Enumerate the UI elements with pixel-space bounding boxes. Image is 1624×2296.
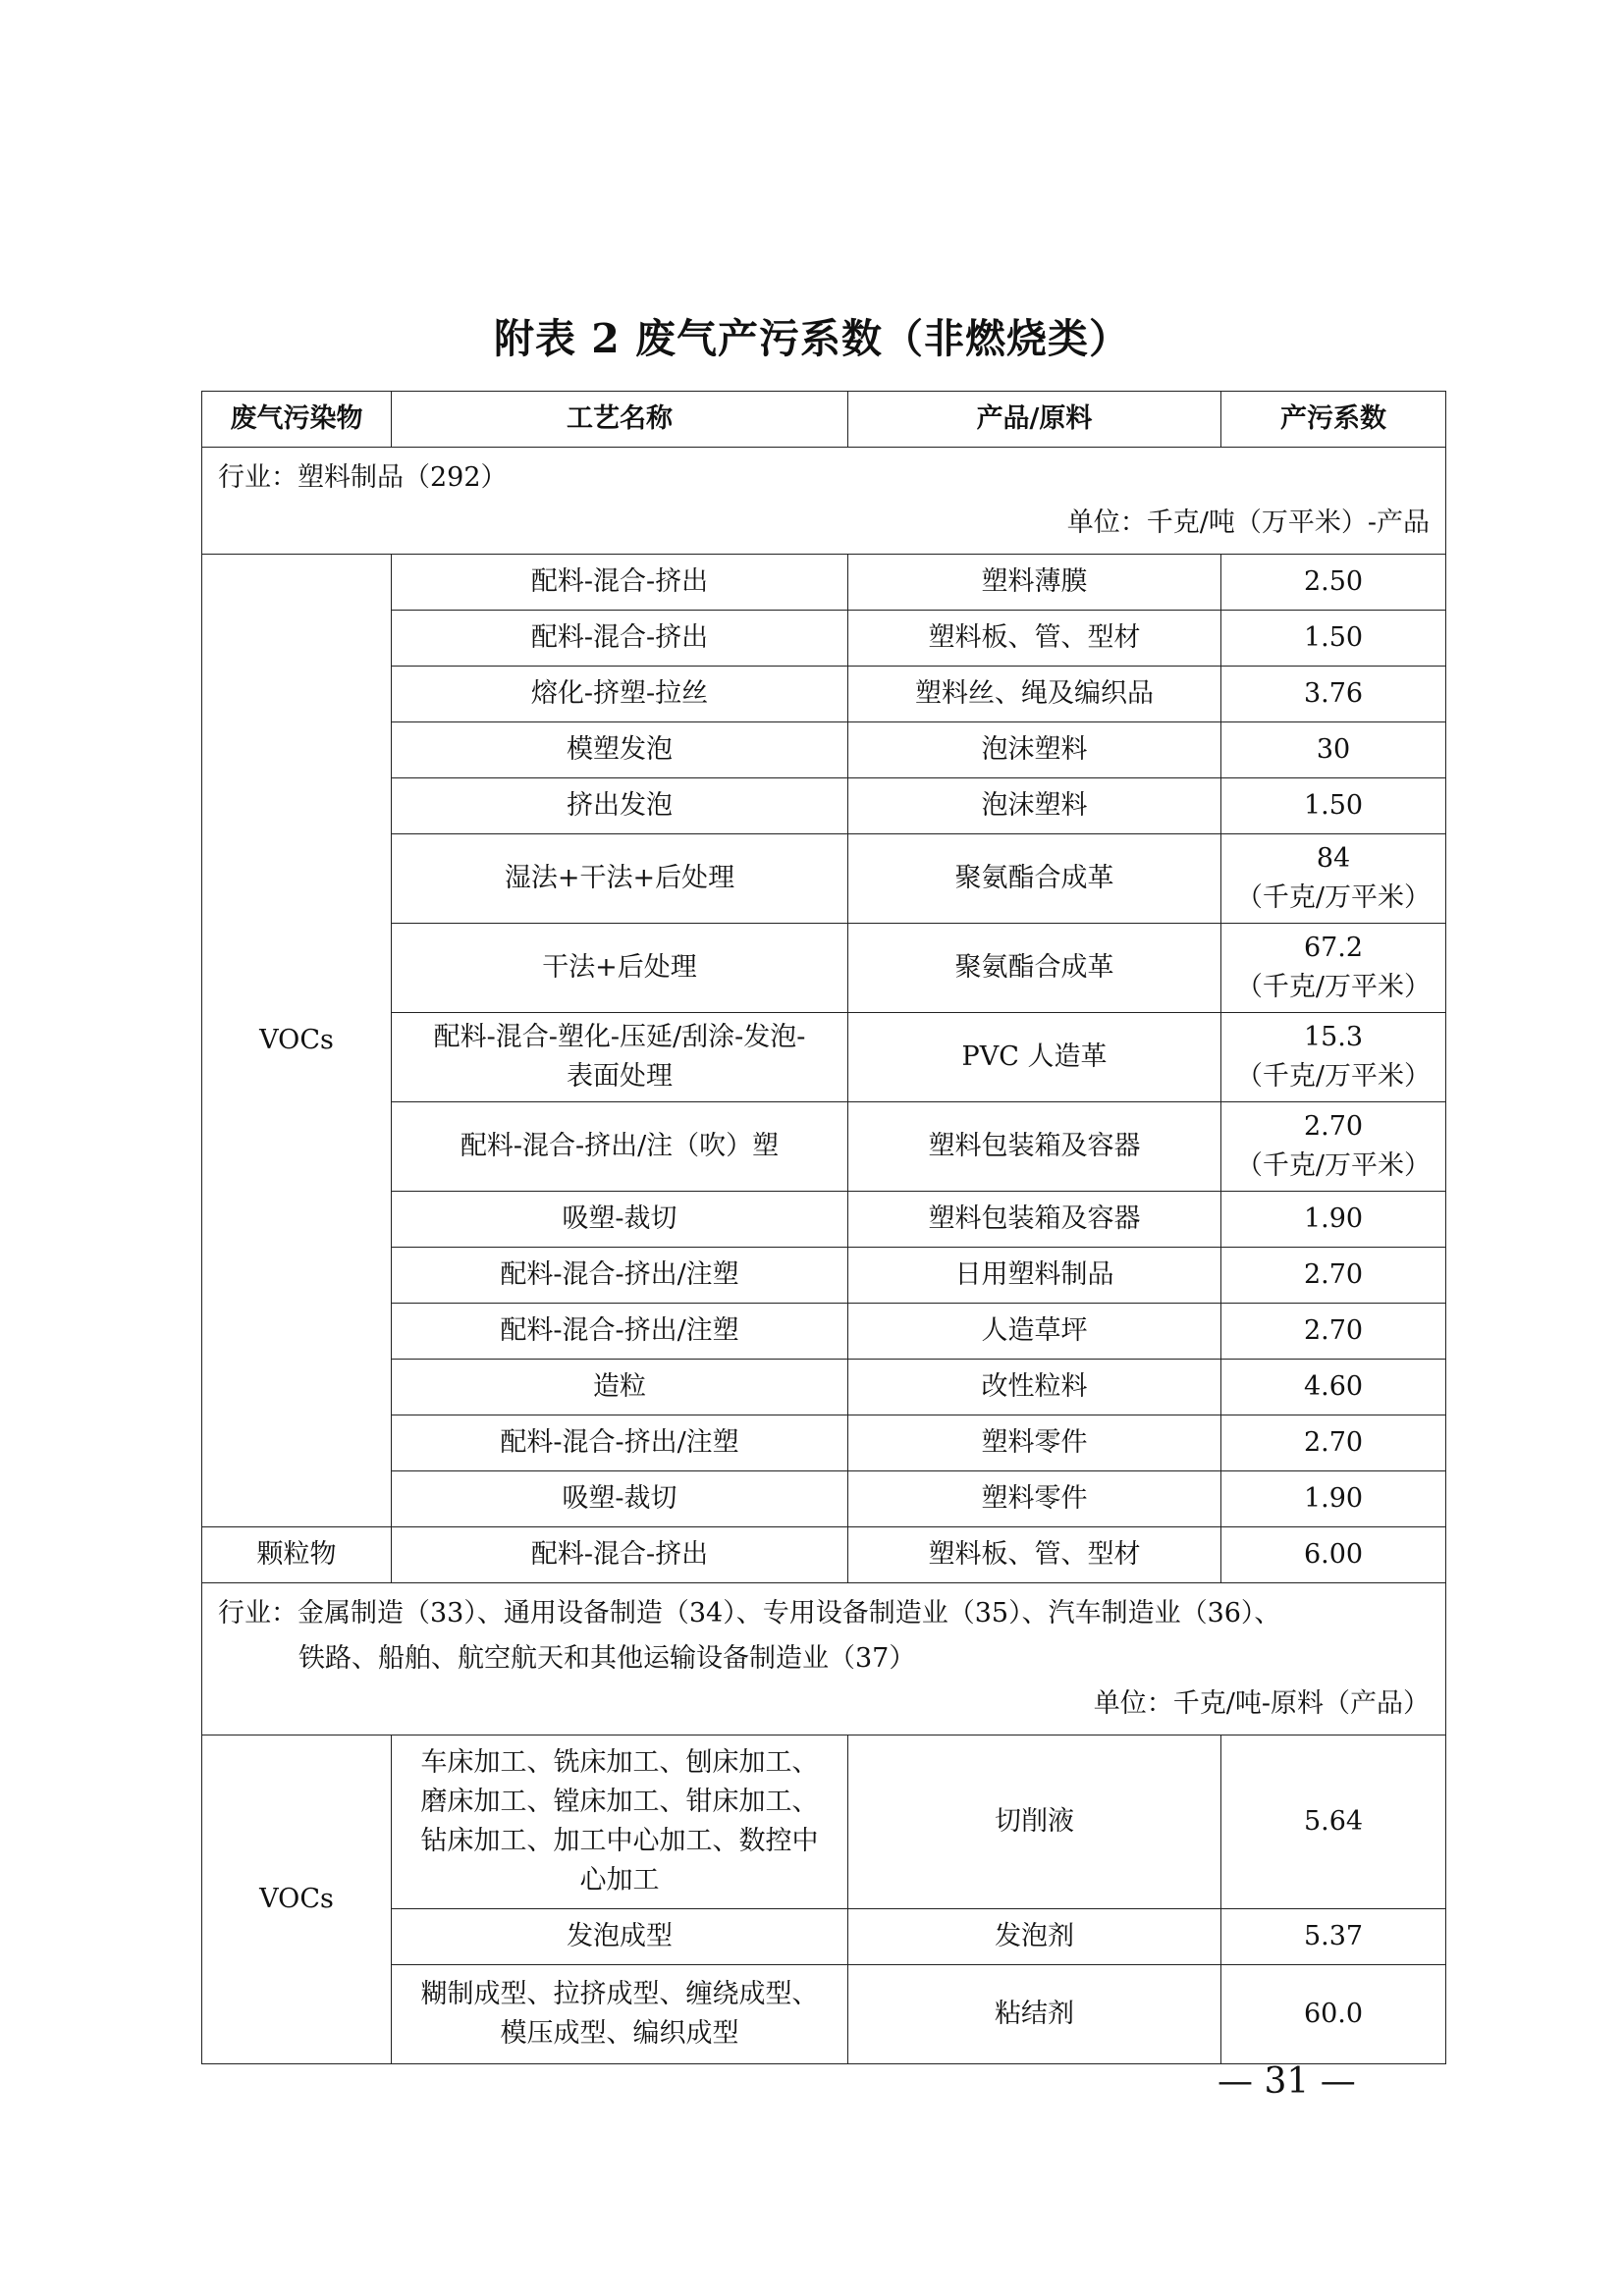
process-cell: 配料-混合-挤出: [392, 555, 848, 611]
coef-unit: （千克/万平米）: [1235, 1061, 1432, 1092]
coef-cell: 30: [1221, 722, 1446, 778]
unit-label: 单位：千克/吨-原料（产品）: [1093, 1688, 1430, 1719]
coef-cell: [1221, 1102, 1446, 1192]
product-cell: 人造草坪: [848, 1304, 1221, 1360]
coef-cell: 5.37: [1221, 1909, 1446, 1965]
industry-cell: [202, 1583, 1446, 1735]
product-cell: 发泡剂: [848, 1909, 1221, 1965]
coef-value: 67.2: [1303, 933, 1364, 963]
coef-cell: 1.50: [1221, 778, 1446, 834]
coef-value: 2.70: [1303, 1111, 1364, 1142]
industry-label: 行业：金属制造（33）、通用设备制造（34）、专用设备制造业（35）、汽车制造业（36）、: [218, 1598, 1281, 1629]
product-cell: 塑料零件: [848, 1471, 1221, 1527]
process-cell: 模塑发泡: [392, 722, 848, 778]
table-row: [202, 1527, 1446, 1583]
process-cell: 配料-混合-挤出: [392, 1527, 848, 1583]
header-pollutant: 废气污染物: [202, 392, 392, 448]
header-product: 产品/原料: [848, 392, 1221, 448]
process-line: 车床加工、铣床加工、刨床加工、: [420, 1747, 819, 1778]
coef-cell: 6.00: [1221, 1527, 1446, 1583]
pollutant-pm: 颗粒物: [202, 1527, 392, 1583]
process-cell: [392, 1735, 848, 1909]
product-cell: 塑料薄膜: [848, 555, 1221, 611]
product-cell: 塑料丝、绳及编织品: [848, 667, 1221, 722]
process-cell: 熔化-挤塑-拉丝: [392, 667, 848, 722]
process-cell: 配料-混合-挤出: [392, 611, 848, 667]
header-row: [202, 392, 1446, 448]
table-row: [202, 1735, 1446, 1909]
process-line: 表面处理: [567, 1061, 673, 1092]
coef-cell: 1.90: [1221, 1471, 1446, 1527]
coef-cell: 5.64: [1221, 1735, 1446, 1909]
coef-cell: 1.90: [1221, 1192, 1446, 1248]
process-line: 钻床加工、加工中心加工、数控中: [420, 1826, 819, 1856]
process-cell: 吸塑-裁切: [392, 1471, 848, 1527]
header-process: 工艺名称: [392, 392, 848, 448]
process-cell: 配料-混合-挤出/注塑: [392, 1304, 848, 1360]
page-number: — 31 —: [1218, 2061, 1356, 2102]
product-cell: 塑料包装箱及容器: [848, 1102, 1221, 1192]
coef-cell: 2.50: [1221, 555, 1446, 611]
coef-cell: 4.60: [1221, 1360, 1446, 1415]
product-cell: 泡沫塑料: [848, 778, 1221, 834]
product-cell: 塑料板、管、型材: [848, 611, 1221, 667]
emission-coefficient-table: [201, 391, 1446, 2064]
industry-cell: [202, 448, 1446, 555]
pollutant-vocs: VOCs: [202, 555, 392, 1527]
coef-cell: 3.76: [1221, 667, 1446, 722]
process-cell: 发泡成型: [392, 1909, 848, 1965]
page-title: 附表 2 废气产污系数（非燃烧类）: [493, 315, 1131, 362]
coef-value: 84: [1316, 843, 1351, 874]
product-cell: PVC 人造革: [848, 1013, 1221, 1102]
product-cell: 粘结剂: [848, 1965, 1221, 2064]
product-cell: 聚氨酯合成革: [848, 924, 1221, 1013]
coef-cell: 2.70: [1221, 1248, 1446, 1304]
coef-unit: （千克/万平米）: [1235, 882, 1432, 913]
product-cell: 塑料包装箱及容器: [848, 1192, 1221, 1248]
process-line: 模压成型、编织成型: [500, 2018, 739, 2049]
coef-unit: （千克/万平米）: [1235, 972, 1432, 1002]
pollutant-vocs: VOCs: [202, 1735, 392, 2064]
process-cell: [392, 1013, 848, 1102]
coef-cell: 2.70: [1221, 1415, 1446, 1471]
coef-value: 15.3: [1303, 1022, 1364, 1052]
process-cell: 干法+后处理: [392, 924, 848, 1013]
process-cell: 配料-混合-挤出/注塑: [392, 1415, 848, 1471]
industry-label: 行业：塑料制品（292）: [218, 462, 508, 493]
process-cell: 配料-混合-挤出/注塑: [392, 1248, 848, 1304]
process-line: 心加工: [579, 1865, 660, 1896]
product-cell: 日用塑料制品: [848, 1248, 1221, 1304]
table-row: [202, 555, 1446, 611]
product-cell: 泡沫塑料: [848, 722, 1221, 778]
coef-cell: 1.50: [1221, 611, 1446, 667]
industry-row: [202, 1583, 1446, 1735]
process-cell: 挤出发泡: [392, 778, 848, 834]
process-cell: 造粒: [392, 1360, 848, 1415]
coef-unit: （千克/万平米）: [1235, 1150, 1432, 1181]
coef-cell: 2.70: [1221, 1304, 1446, 1360]
product-cell: 聚氨酯合成革: [848, 834, 1221, 924]
process-line: 糊制成型、拉挤成型、缠绕成型、: [420, 1979, 819, 2009]
coef-cell: [1221, 1013, 1446, 1102]
product-cell: 塑料板、管、型材: [848, 1527, 1221, 1583]
coef-cell: [1221, 924, 1446, 1013]
coef-cell: 60.0: [1221, 1965, 1446, 2064]
product-cell: 改性粒料: [848, 1360, 1221, 1415]
product-cell: 切削液: [848, 1735, 1221, 1909]
industry-label-line2: 铁路、船舶、航空航天和其他运输设备制造业（37）: [298, 1643, 916, 1674]
process-cell: 配料-混合-挤出/注（吹）塑: [392, 1102, 848, 1192]
process-line: 磨床加工、镗床加工、钳床加工、: [420, 1787, 819, 1817]
process-line: 配料-混合-塑化-压延/刮涂-发泡-: [433, 1022, 806, 1052]
coef-cell: [1221, 834, 1446, 924]
process-cell: 吸塑-裁切: [392, 1192, 848, 1248]
process-cell: [392, 1965, 848, 2064]
unit-label: 单位：千克/吨（万平米）-产品: [1066, 507, 1430, 538]
process-cell: 湿法+干法+后处理: [392, 834, 848, 924]
industry-row: [202, 448, 1446, 555]
header-coefficient: 产污系数: [1221, 392, 1446, 448]
product-cell: 塑料零件: [848, 1415, 1221, 1471]
